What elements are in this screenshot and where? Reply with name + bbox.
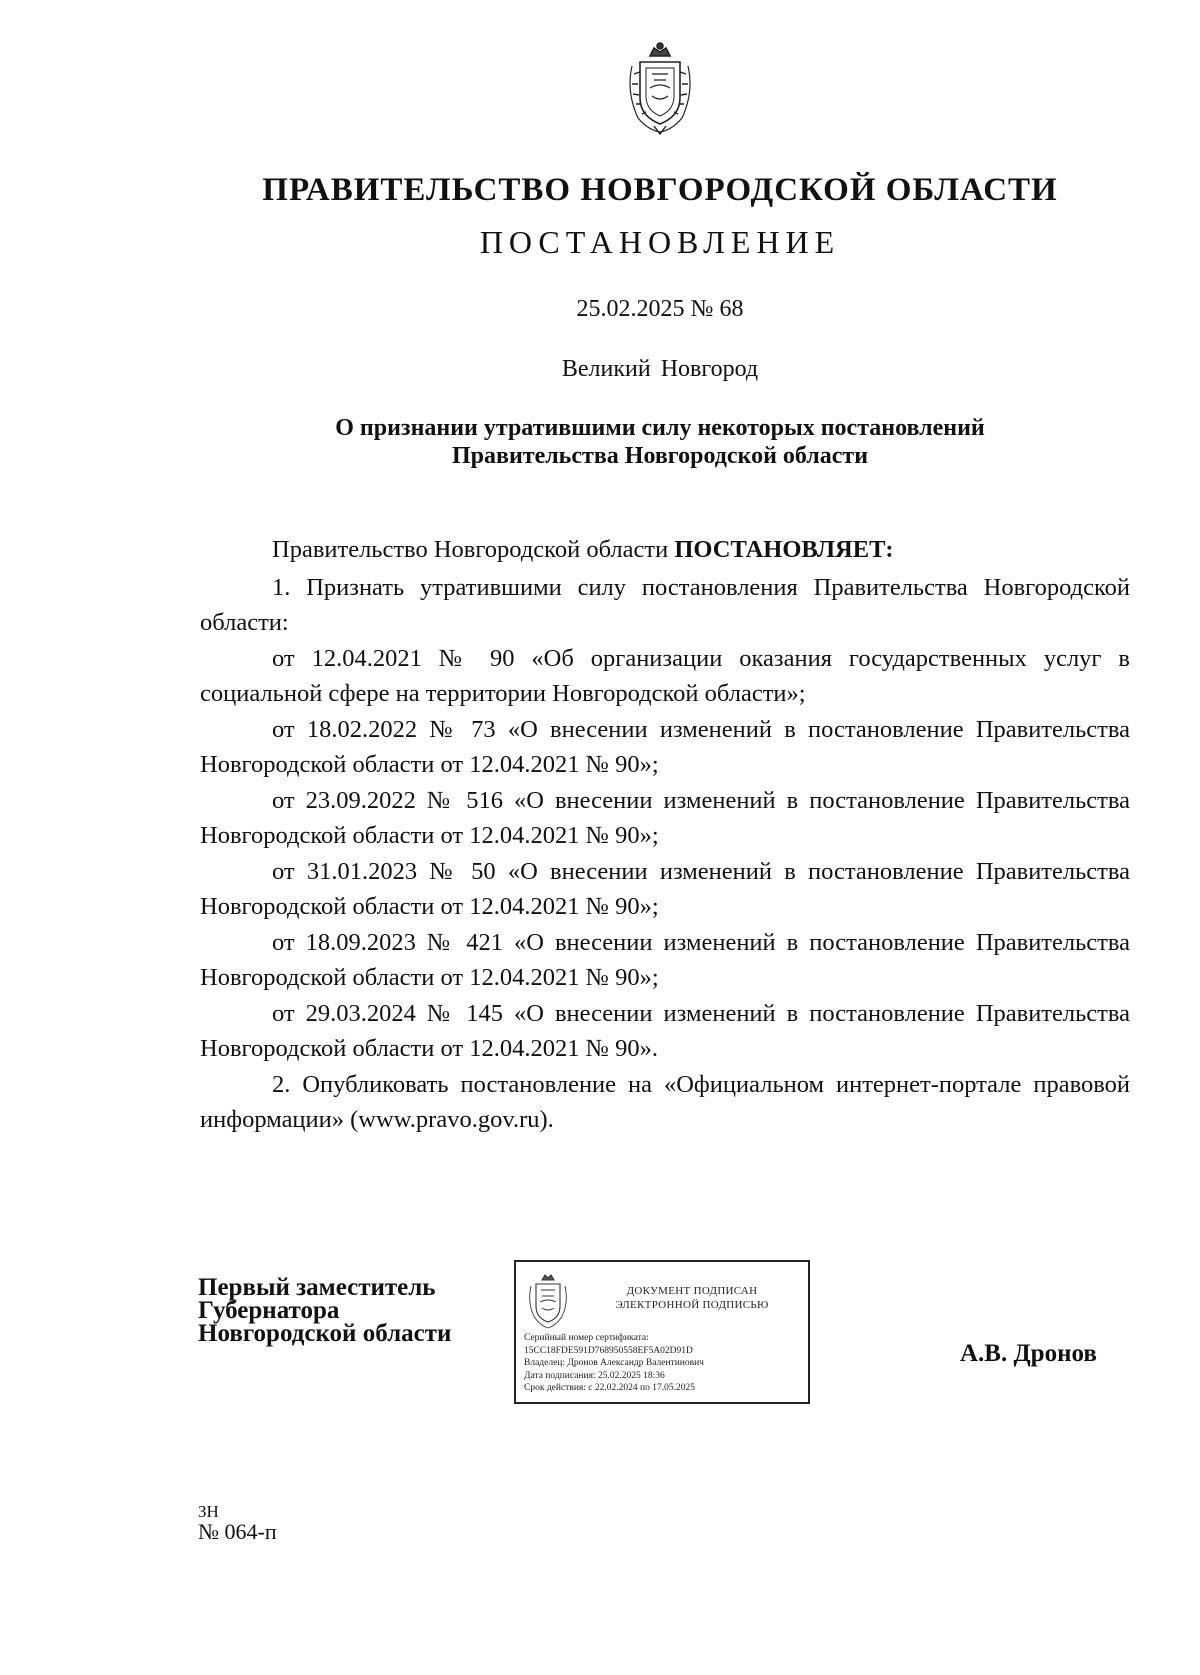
stamp-serial-value: 15CC18FDE591D768950558EF5A02D91D	[524, 1345, 693, 1356]
stamp-serial-label: Серийный номер сертификата:	[524, 1333, 649, 1343]
resolution-lead	[200, 532, 1130, 568]
paragraph: от 18.09.2023 № 421 «О внесении изменений в постановление Правительства Новгородской области от 12.04.2021 № 90»;	[200, 928, 1130, 991]
document-date-number: 25.02.2025 № 68	[576, 296, 744, 322]
stamp-details	[524, 1332, 808, 1395]
stamp-heading-line: ДОКУМЕНТ ПОДПИСАН	[626, 1285, 758, 1297]
paragraph: от 23.09.2022 № 516 «О внесении изменений в постановление Правительства Новгородской области от 12.04.2021 № 90»;	[200, 786, 1130, 849]
lead-keyword: ПОСТАНОВЛЯЕТ:	[674, 536, 894, 563]
paragraph: 1. Признать утратившими силу постановления Правительства Новгородской области:	[200, 573, 1130, 636]
subject-line: О признании утратившими силу некоторых постановлений	[335, 415, 985, 441]
stamp-heading	[582, 1284, 802, 1312]
stamp-owner: Владелец: Дронов Александр Валентинович	[524, 1358, 704, 1368]
document-subject	[0, 414, 1200, 470]
stamp-validity: Срок действия: с 22.02.2024 по 17.05.2025	[524, 1383, 695, 1393]
paragraph: от 29.03.2024 № 145 «О внесении изменений в постановление Правительства Новгородской области от 12.04.2021 № 90».	[200, 999, 1130, 1062]
position-line: Новгородской области	[198, 1320, 452, 1347]
document-type: ПОСТАНОВЛЕНИЕ	[479, 224, 841, 260]
coat-of-arms-icon	[624, 40, 696, 136]
organization-title: ПРАВИТЕЛЬСТВО НОВГОРОДСКОЙ ОБЛАСТИ	[262, 172, 1058, 208]
coat-of-arms-icon	[526, 1272, 570, 1330]
stamp-signed-date: Дата подписания: 25.02.2025 18:36	[524, 1370, 665, 1381]
lead-text: Правительство Новгородской области	[272, 536, 675, 563]
executor-initials: ЗН	[198, 1502, 219, 1521]
signer-name: А.В. Дронов	[960, 1340, 1097, 1367]
document-code: № 064-п	[198, 1519, 277, 1544]
position-line: Губернатора	[198, 1297, 340, 1324]
paragraph: от 12.04.2021 № 90 «Об организации оказания государственных услуг в социальной сфере на территории Новгородской области»;	[200, 644, 1130, 707]
document-body	[200, 532, 1130, 1138]
stamp-heading-line: ЭЛЕКТРОННОЙ ПОДПИСЬЮ	[615, 1299, 769, 1311]
paragraph: от 18.02.2022 № 73 «О внесении изменений в постановление Правительства Новгородской области от 12.04.2021 № 90»;	[200, 715, 1130, 778]
document-city: Великий Новгород	[561, 356, 759, 382]
electronic-signature-stamp	[514, 1260, 810, 1404]
paragraph: 2. Опубликовать постановление на «Официальном интернет-портале правовой информации» (www.pravo.gov.ru).	[200, 1070, 1130, 1133]
subject-line: Правительства Новгородской области	[451, 443, 869, 469]
paragraph: от 31.01.2023 № 50 «О внесении изменений в постановление Правительства Новгородской области от 12.04.2021 № 90»;	[200, 857, 1130, 920]
position-line: Первый заместитель	[198, 1274, 436, 1301]
document-footer	[198, 1502, 277, 1542]
signer-position	[198, 1276, 451, 1345]
